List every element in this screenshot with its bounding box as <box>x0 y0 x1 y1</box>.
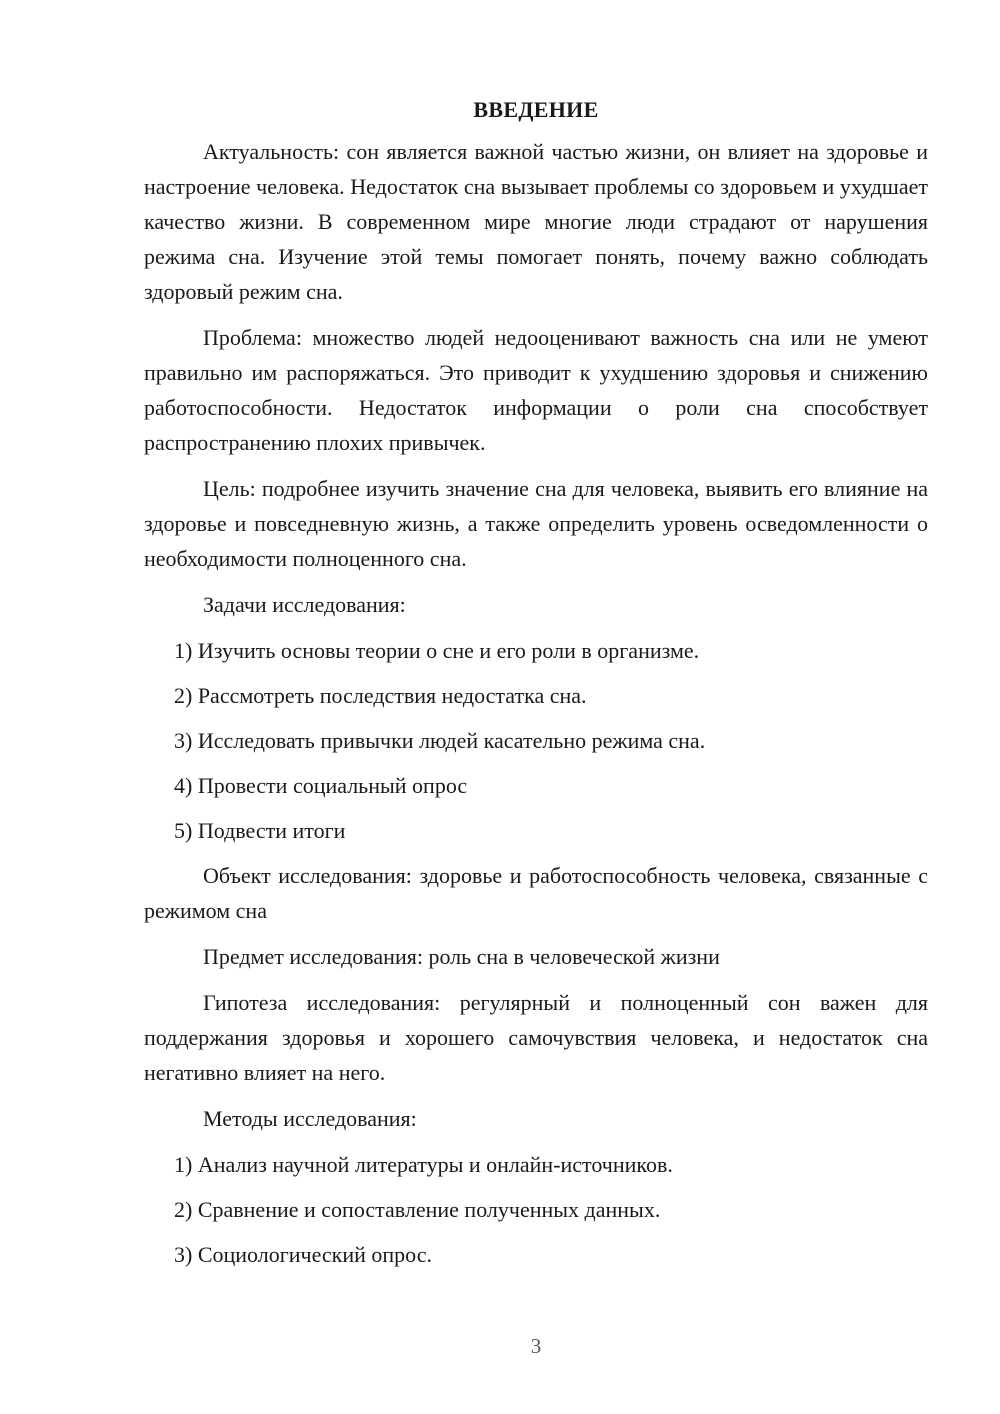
list-item: 2) Рассмотреть последствия недостатка сна. <box>174 683 587 708</box>
list-item: 4) Провести социальный опрос <box>174 773 468 798</box>
methods-heading: Методы исследования: <box>203 1106 417 1131</box>
list-item: 5) Подвести итоги <box>174 818 346 843</box>
problem-paragraph: Проблема: множество людей недооценивают важность сна или не умеют правильно им распоряжаться. Это приводит к ухудшению здоровья и снижению работоспособности. Недостаток информации о роли сна способствует распространению плохих привычек. <box>144 325 928 455</box>
goal-paragraph: Цель: подробнее изучить значение сна для человека, выявить его влияние на здоровье и повседневную жизнь, а также определить уровень осведомленности о необходимости полноценного сна. <box>144 476 928 571</box>
list-item: 2) Сравнение и сопоставление полученных данных. <box>174 1197 661 1222</box>
list-item: 3) Социологический опрос. <box>174 1242 432 1267</box>
tasks-heading: Задачи исследования: <box>203 592 406 617</box>
page-number: 3 <box>530 1334 542 1358</box>
list-item: 1) Анализ научной литературы и онлайн-источников. <box>174 1152 673 1177</box>
object-paragraph: Объект исследования: здоровье и работоспособность человека, связанные с режимом сна <box>144 863 928 923</box>
tasks-list <box>144 633 928 848</box>
list-item: 1) Изучить основы теории о сне и его роли в организме. <box>174 638 700 663</box>
relevance-paragraph: Актуальность: сон является важной частью жизни, он влияет на здоровье и настроение человека. Недостаток сна вызывает проблемы со здоровьем и ухудшает качество жизни. В современном мире многие люди страдают от нарушения режима сна. Изучение этой темы помогает понять, почему важно соблюдать здоровый режим сна. <box>144 139 928 304</box>
subject-paragraph: Предмет исследования: роль сна в человеческой жизни <box>203 944 720 969</box>
hypothesis-paragraph: Гипотеза исследования: регулярный и полноценный сон важен для поддержания здоровья и хорошего самочувствия человека, и недостаток сна негативно влияет на него. <box>144 990 928 1085</box>
methods-list <box>144 1147 928 1272</box>
section-title: ВВЕДЕНИЕ <box>473 97 599 122</box>
list-item: 3) Исследовать привычки людей касательно режима сна. <box>174 728 706 753</box>
document-page <box>144 96 928 1282</box>
